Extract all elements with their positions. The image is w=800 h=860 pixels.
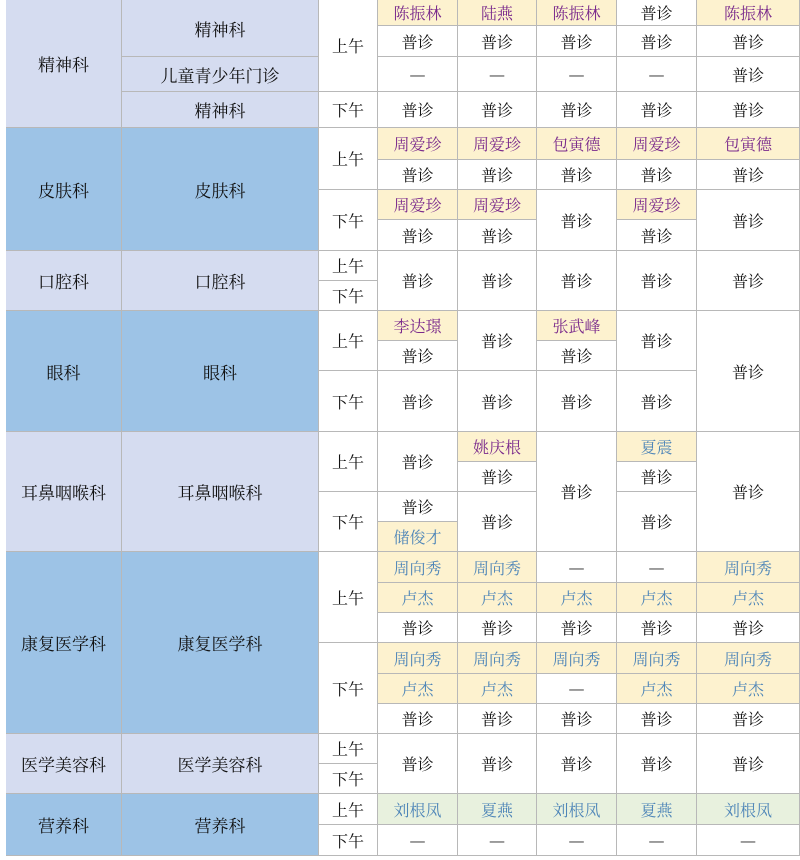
doctor-name: 周向秀: [697, 552, 800, 583]
doctor-name: 周向秀: [537, 643, 617, 674]
slot-am: 上午: [319, 432, 378, 492]
doctor-name: 夏震: [617, 432, 697, 462]
general-clinic: 普诊: [458, 92, 537, 128]
doctor-name: 包寅德: [697, 128, 800, 160]
doctor-name: 陈振林: [378, 0, 458, 26]
general-clinic: 普诊: [378, 251, 458, 311]
dash-cell: —: [537, 825, 617, 856]
general-clinic: 普诊: [458, 220, 537, 251]
dash-cell: —: [697, 825, 800, 856]
slot-am: 上午: [319, 0, 378, 92]
doctor-name: 周爱珍: [378, 128, 458, 160]
sub-psychiatry-pm: 精神科: [122, 92, 319, 128]
doctor-name: 卢杰: [458, 583, 537, 613]
general-clinic: 普诊: [617, 26, 697, 57]
doctor-name: 卢杰: [378, 674, 458, 704]
slot-pm: 下午: [319, 371, 378, 432]
general-clinic: 普诊: [537, 432, 617, 552]
slot-am: 上午: [319, 128, 378, 190]
general-clinic: 普诊: [378, 341, 458, 371]
general-clinic: 普诊: [458, 492, 537, 552]
doctor-name: 李达璟: [378, 311, 458, 341]
doctor-name: 刘根凤: [378, 794, 458, 825]
doctor-name: 周向秀: [697, 643, 800, 674]
doctor-name: 周向秀: [617, 643, 697, 674]
doctor-name: 包寅德: [537, 128, 617, 160]
general-clinic: 普诊: [537, 26, 617, 57]
general-clinic: 普诊: [537, 704, 617, 734]
general-clinic: 普诊: [697, 160, 800, 190]
general-clinic: 普诊: [617, 251, 697, 311]
doctor-name: 卢杰: [617, 674, 697, 704]
dash-cell: —: [617, 825, 697, 856]
doctor-name: 张武峰: [537, 311, 617, 341]
sub-aesthetic: 医学美容科: [122, 734, 319, 794]
general-clinic: 普诊: [537, 734, 617, 794]
general-clinic: 普诊: [697, 613, 800, 643]
slot-pm: 下午: [319, 643, 378, 734]
dept-ent: 耳鼻咽喉科: [6, 432, 122, 552]
dept-ophthalmology: 眼科: [6, 311, 122, 432]
doctor-name: 周向秀: [458, 552, 537, 583]
general-clinic: 普诊: [537, 92, 617, 128]
dash-cell: —: [537, 674, 617, 704]
doctor-name: 刘根凤: [697, 794, 800, 825]
doctor-name: 周向秀: [378, 552, 458, 583]
slot-am: 上午: [319, 794, 378, 825]
doctor-name: 陈振林: [697, 0, 800, 26]
general-clinic: 普诊: [697, 190, 800, 251]
doctor-name: 陈振林: [537, 0, 617, 26]
dept-nutrition: 营养科: [6, 794, 122, 856]
doctor-name: 夏燕: [617, 794, 697, 825]
dash-cell: —: [378, 825, 458, 856]
slot-pm: 下午: [319, 190, 378, 251]
slot-pm: 下午: [319, 825, 378, 856]
doctor-name: 普诊: [617, 0, 697, 26]
general-clinic: 普诊: [617, 734, 697, 794]
doctor-name: 卢杰: [617, 583, 697, 613]
general-clinic: 普诊: [697, 311, 800, 432]
general-clinic: 普诊: [617, 462, 697, 492]
general-clinic: 普诊: [617, 492, 697, 552]
general-clinic: 普诊: [458, 251, 537, 311]
general-clinic: 普诊: [617, 311, 697, 371]
slot-am: 上午: [319, 311, 378, 371]
slot-pm: 下午: [319, 764, 378, 794]
general-clinic: 普诊: [697, 704, 800, 734]
general-clinic: 普诊: [537, 613, 617, 643]
general-clinic: 普诊: [378, 704, 458, 734]
general-clinic: 普诊: [617, 220, 697, 251]
slot-pm: 下午: [319, 92, 378, 128]
general-clinic: 普诊: [697, 26, 800, 57]
general-clinic: 普诊: [378, 734, 458, 794]
doctor-name: 周向秀: [458, 643, 537, 674]
sub-psychiatry: 精神科: [122, 0, 319, 57]
doctor-name: 卢杰: [458, 674, 537, 704]
sub-nutrition: 营养科: [122, 794, 319, 856]
sub-rehab: 康复医学科: [122, 552, 319, 734]
general-clinic: 普诊: [458, 704, 537, 734]
general-clinic: 普诊: [378, 26, 458, 57]
doctor-name: 周爱珍: [458, 128, 537, 160]
dept-dermatology: 皮肤科: [6, 128, 122, 251]
doctor-name: 周爱珍: [617, 128, 697, 160]
dash-cell: —: [378, 57, 458, 92]
general-clinic: 普诊: [378, 492, 458, 522]
sub-stomatology: 口腔科: [122, 251, 319, 311]
general-clinic: 普诊: [458, 371, 537, 432]
general-clinic: 普诊: [697, 251, 800, 311]
doctor-name: 储俊才: [378, 522, 458, 552]
doctor-name: 夏燕: [458, 794, 537, 825]
general-clinic: 普诊: [617, 613, 697, 643]
dash-cell: —: [458, 57, 537, 92]
sub-ent: 耳鼻咽喉科: [122, 432, 319, 552]
dept-rehab: 康复医学科: [6, 552, 122, 734]
general-clinic: 普诊: [458, 160, 537, 190]
general-clinic: 普诊: [378, 92, 458, 128]
general-clinic: 普诊: [617, 160, 697, 190]
general-clinic: 普诊: [378, 613, 458, 643]
general-clinic: 普诊: [537, 190, 617, 251]
general-clinic: 普诊: [697, 432, 800, 552]
dash-cell: —: [537, 57, 617, 92]
doctor-name: 卢杰: [537, 583, 617, 613]
general-clinic: 普诊: [458, 311, 537, 371]
slot-am: 上午: [319, 734, 378, 764]
general-clinic: 普诊: [378, 371, 458, 432]
slot-pm: 下午: [319, 281, 378, 311]
slot-pm: 下午: [319, 492, 378, 552]
general-clinic: 普诊: [617, 92, 697, 128]
doctor-name: 卢杰: [697, 674, 800, 704]
general-clinic: 普诊: [378, 432, 458, 492]
dept-stomatology: 口腔科: [6, 251, 122, 311]
general-clinic: 普诊: [697, 57, 800, 92]
doctor-name: 陆燕: [458, 0, 537, 26]
dash-cell: —: [617, 552, 697, 583]
doctor-name: 周向秀: [378, 643, 458, 674]
general-clinic: 普诊: [458, 462, 537, 492]
general-clinic: 普诊: [378, 220, 458, 251]
dept-psychiatry: 精神科: [6, 0, 122, 128]
general-clinic: 普诊: [537, 251, 617, 311]
slot-am: 上午: [319, 552, 378, 643]
slot-am: 上午: [319, 251, 378, 281]
doctor-name: 姚庆根: [458, 432, 537, 462]
dash-cell: —: [537, 552, 617, 583]
general-clinic: 普诊: [458, 26, 537, 57]
dept-aesthetic: 医学美容科: [6, 734, 122, 794]
sub-dermatology: 皮肤科: [122, 128, 319, 251]
sub-youth-clinic: 儿童青少年门诊: [122, 57, 319, 92]
doctor-name: 周爱珍: [458, 190, 537, 220]
dash-cell: —: [617, 57, 697, 92]
general-clinic: 普诊: [617, 704, 697, 734]
general-clinic: 普诊: [458, 734, 537, 794]
doctor-name: 卢杰: [378, 583, 458, 613]
general-clinic: 普诊: [697, 734, 800, 794]
general-clinic: 普诊: [697, 92, 800, 128]
doctor-name: 周爱珍: [617, 190, 697, 220]
doctor-name: 刘根凤: [537, 794, 617, 825]
dash-cell: —: [458, 825, 537, 856]
general-clinic: 普诊: [537, 341, 617, 371]
general-clinic: 普诊: [458, 613, 537, 643]
general-clinic: 普诊: [617, 371, 697, 432]
general-clinic: 普诊: [378, 160, 458, 190]
doctor-name: 周爱珍: [378, 190, 458, 220]
general-clinic: 普诊: [537, 371, 617, 432]
sub-ophthalmology: 眼科: [122, 311, 319, 432]
doctor-name: 卢杰: [697, 583, 800, 613]
general-clinic: 普诊: [537, 160, 617, 190]
